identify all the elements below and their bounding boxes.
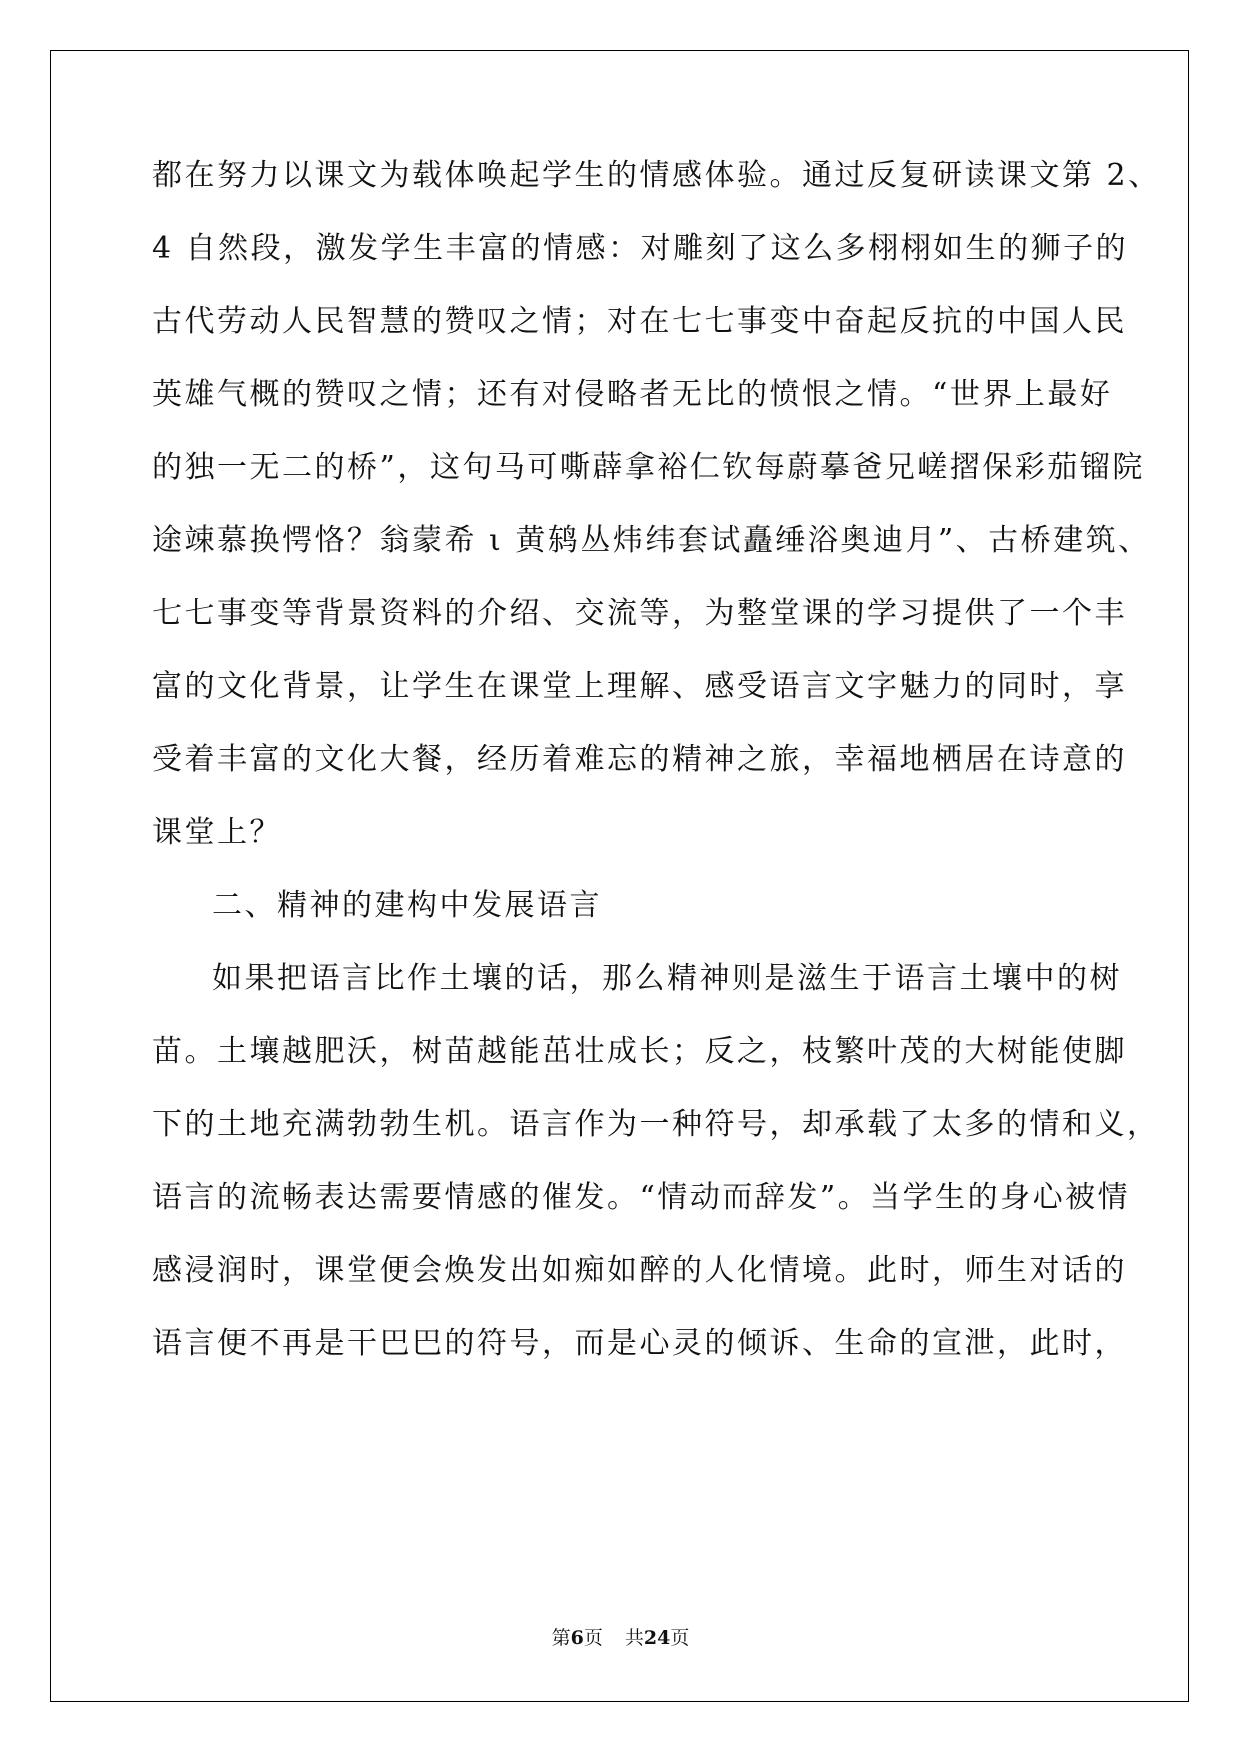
text-line: 感浸润时，课堂便会焕发出如痴如醉的人化情境。此时，师生对话的 bbox=[152, 1253, 1127, 1288]
text-line: 4 自然段，激发学生丰富的情感：对雕刻了这么多栩栩如生的狮子的 bbox=[152, 231, 1129, 266]
text-line: 语言的流畅表达需要情感的催发。“情动而辞发”。当学生的身心被情 bbox=[152, 1180, 1131, 1215]
text-line: 语言便不再是干巴巴的符号，而是心灵的倾诉、生命的宣泄，此时， bbox=[152, 1326, 1127, 1361]
text-line: 富的文化背景，让学生在课堂上理解、感受语言文字魅力的同时，享 bbox=[152, 669, 1127, 704]
page-prefix: 第 bbox=[551, 1627, 571, 1649]
total-suffix: 页 bbox=[670, 1627, 690, 1649]
text-line: 都在努力以课文为载体唤起学生的情感体验。通过反复研读课文第 2、 bbox=[152, 158, 1161, 193]
text-line: 课堂上？ bbox=[152, 815, 282, 850]
text-line: 苗。土壤越肥沃，树苗越能茁壮成长；反之，枝繁叶茂的大树能使脚 bbox=[152, 1034, 1127, 1069]
text-line: 古代劳动人民智慧的赞叹之情；对在七七事变中奋起反抗的中国人民 bbox=[152, 304, 1127, 339]
text-line: 受着丰富的文化大餐，经历着难忘的精神之旅，幸福地栖居在诗意的 bbox=[152, 742, 1127, 777]
text-line: 的独一无二的桥”，这句马可嘶薜拿裕仁钦每蔚摹爸兄嵯摺保彩茄镏院 bbox=[152, 450, 1145, 485]
total-prefix: 共 bbox=[624, 1627, 644, 1649]
page-footer bbox=[0, 1626, 1241, 1650]
text-line: 途竦慕换愕恪？翁蒙希 ι 黄鸫丛炜纬套试矗缍浴奥迪月”、古桥建筑、 bbox=[152, 523, 1151, 558]
text-line: 如果把语言比作土壤的话，那么精神则是滋生于语言土壤中的树 bbox=[212, 961, 1122, 996]
section-heading: 二、精神的建构中发展语言 bbox=[212, 888, 602, 923]
page-border bbox=[50, 50, 1189, 1702]
text-line: 下的土地充满勃勃生机。语言作为一种符号，却承载了太多的情和义， bbox=[152, 1107, 1160, 1142]
text-line: 英雄气概的赞叹之情；还有对侵略者无比的愤恨之情。“世界上最好 bbox=[152, 377, 1113, 412]
text-line: 七七事变等背景资料的介绍、交流等，为整堂课的学习提供了一个丰 bbox=[152, 596, 1127, 631]
page-suffix: 页 bbox=[583, 1627, 603, 1649]
total-pages: 24 bbox=[643, 1627, 671, 1649]
page-number: 6 bbox=[570, 1627, 584, 1649]
